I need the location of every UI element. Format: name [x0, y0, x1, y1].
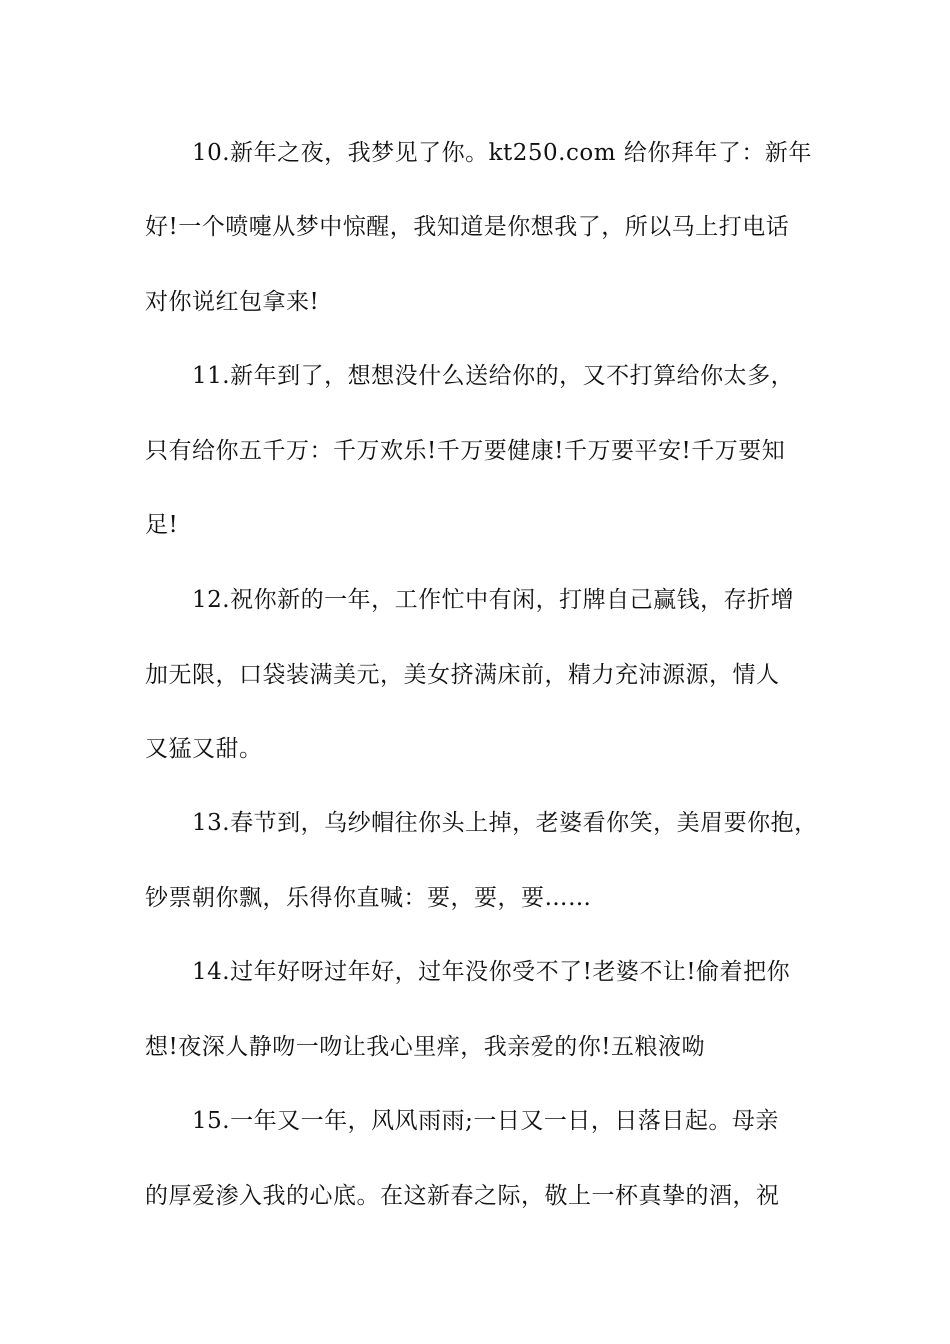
- text-line: 钞票朝你飘，乐得你直喊：要，要，要……: [145, 885, 592, 911]
- text-line: 足!: [145, 512, 179, 538]
- text-line: 只有给你五千万：千万欢乐!千万要健康!千万要平安!千万要知: [145, 438, 786, 464]
- text-line: 15.一年又一年，风风雨雨;一日又一日，日落日起。母亲: [192, 1108, 779, 1134]
- text-line: 的厚爱渗入我的心底。在这新春之际，敬上一杯真挚的酒，祝: [145, 1183, 780, 1209]
- text-line: 好!一个喷嚏从梦中惊醒，我知道是你想我了，所以马上打电话: [145, 214, 790, 240]
- text-line: 14.过年好呀过年好，过年没你受不了!老婆不让!偷着把你: [192, 959, 791, 985]
- text-line: 13.春节到，乌纱帽往你头上掉，老婆看你笑，美眉要你抱，: [192, 810, 818, 836]
- text-line: 11.新年到了，想想没什么送给你的，又不打算给你太多，: [192, 363, 795, 389]
- text-line: 10.新年之夜，我梦见了你。kt250.com 给你拜年了：新年: [192, 140, 812, 166]
- text-line: 加无限，口袋装满美元，美女挤满床前，精力充沛源源，情人: [145, 662, 780, 688]
- text-line: 想!夜深人静吻一吻让我心里痒，我亲爱的你!五粮液呦: [145, 1034, 705, 1060]
- text-line: 12.祝你新的一年，工作忙中有闲，打牌自己赢钱，存折增: [192, 587, 795, 613]
- text-line: 对你说红包拿来!: [145, 289, 320, 315]
- text-line: 又猛又甜。: [145, 736, 263, 762]
